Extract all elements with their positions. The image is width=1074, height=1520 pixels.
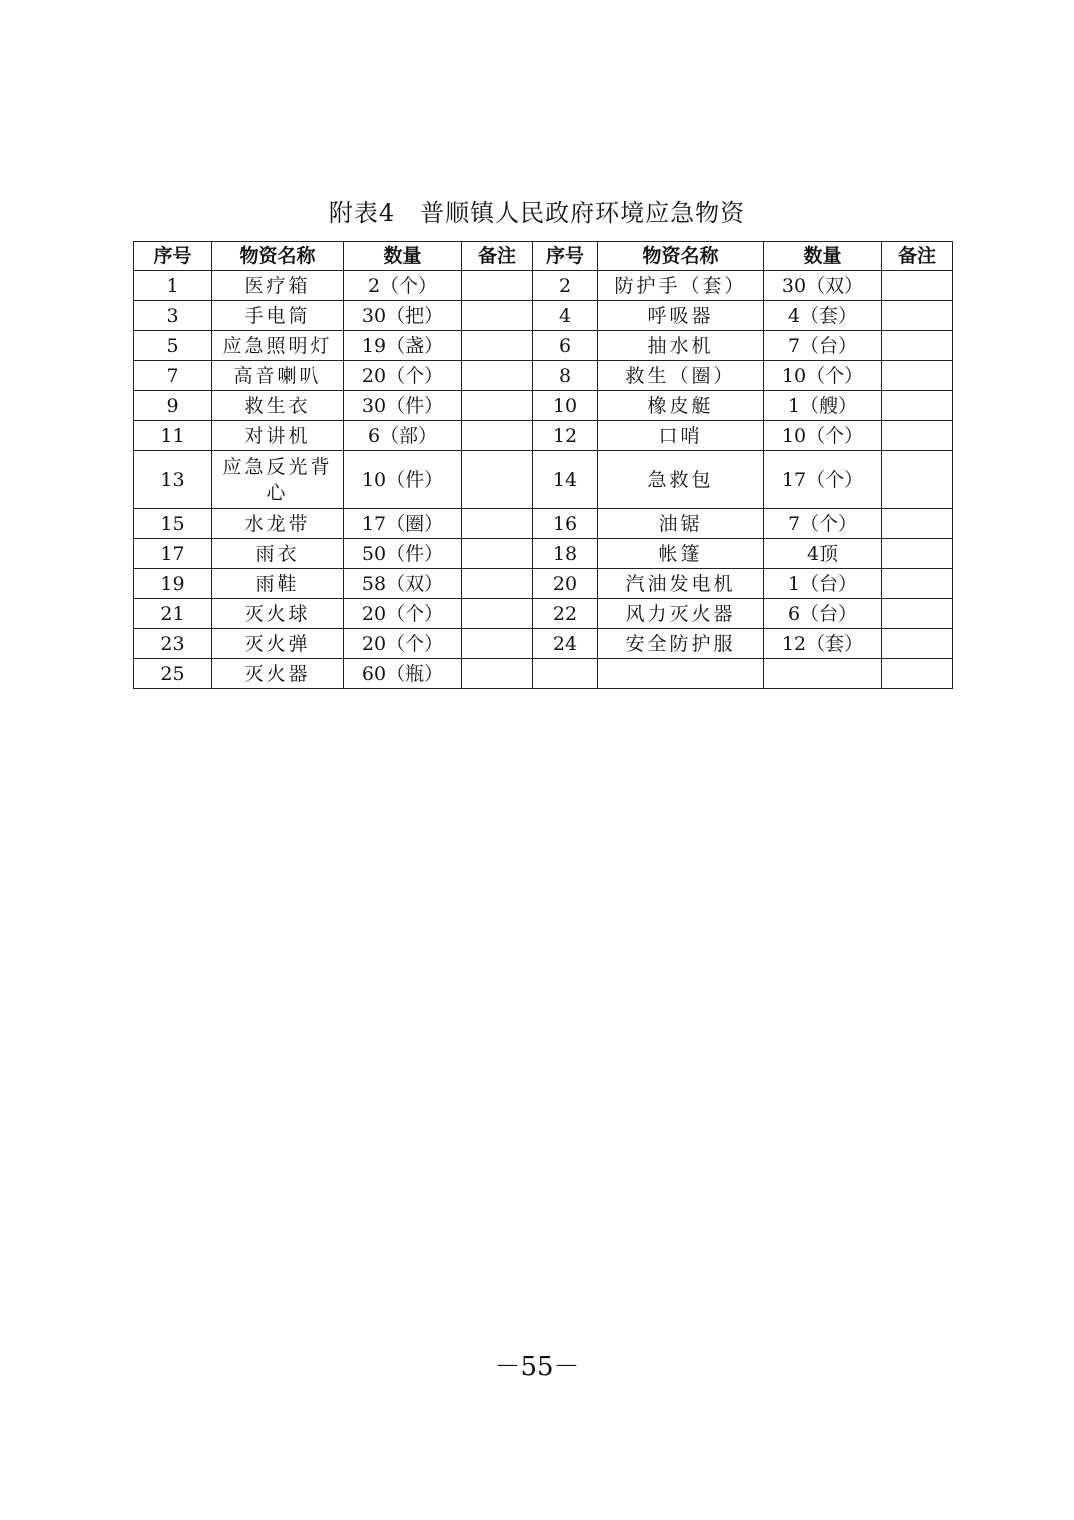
header-serial: 序号 [533,242,598,271]
table-row [134,629,953,659]
quantity-cell: 4（套） [764,301,882,331]
header-remarks: 备注 [882,242,953,271]
emergency-materials-table [133,241,953,689]
quantity-cell: 20（个） [344,361,462,391]
table-row [134,599,953,629]
quantity-cell: 30（件） [344,391,462,421]
table-row [134,659,953,689]
serial-cell: 25 [134,659,212,689]
quantity-cell [764,659,882,689]
material-name-cell: 手电筒 [212,301,344,331]
remarks-cell [882,629,953,659]
header-remarks: 备注 [462,242,533,271]
remarks-cell [882,599,953,629]
remarks-cell [882,421,953,451]
header-quantity: 数量 [764,242,882,271]
quantity-cell: 10（个） [764,361,882,391]
document-title: 附表4 普顺镇人民政府环境应急物资 [328,199,746,227]
remarks-cell [462,451,533,509]
remarks-cell [462,659,533,689]
remarks-cell [882,361,953,391]
header-material-name: 物资名称 [212,242,344,271]
quantity-cell: 1（艘） [764,391,882,421]
material-name-cell: 灭火弹 [212,629,344,659]
material-name-cell: 橡皮艇 [598,391,764,421]
quantity-cell: 7（个） [764,509,882,539]
material-name-cell: 高音喇叭 [212,361,344,391]
quantity-cell: 17（圈） [344,509,462,539]
material-name-cell: 救生（圈） [598,361,764,391]
quantity-cell: 20（个） [344,599,462,629]
table-row [134,451,953,509]
remarks-cell [882,569,953,599]
material-name-cell [598,659,764,689]
remarks-cell [882,539,953,569]
serial-cell: 6 [533,331,598,361]
remarks-cell [462,539,533,569]
quantity-cell: 2（个） [344,271,462,301]
quantity-cell: 60（瓶） [344,659,462,689]
remarks-cell [462,271,533,301]
header-material-name: 物资名称 [598,242,764,271]
table-row [134,421,953,451]
serial-cell: 2 [533,271,598,301]
serial-cell: 17 [134,539,212,569]
header-quantity: 数量 [344,242,462,271]
serial-cell: 22 [533,599,598,629]
remarks-cell [882,331,953,361]
material-name-cell: 灭火器 [212,659,344,689]
quantity-cell: 30（把） [344,301,462,331]
material-name-cell: 医疗箱 [212,271,344,301]
serial-cell: 11 [134,421,212,451]
table-row [134,331,953,361]
material-name-cell: 抽水机 [598,331,764,361]
quantity-cell: 17（个） [764,451,882,509]
remarks-cell [882,509,953,539]
remarks-cell [462,361,533,391]
quantity-cell: 4顶 [764,539,882,569]
table-row [134,271,953,301]
serial-cell: 3 [134,301,212,331]
remarks-cell [882,659,953,689]
table-header-row [134,242,953,271]
material-name-cell: 呼吸器 [598,301,764,331]
remarks-cell [462,331,533,361]
serial-cell: 16 [533,509,598,539]
serial-cell: 7 [134,361,212,391]
remarks-cell [462,301,533,331]
material-name-cell: 应急照明灯 [212,331,344,361]
remarks-cell [882,451,953,509]
table-row [134,569,953,599]
material-name-cell: 防护手（套） [598,271,764,301]
serial-cell: 20 [533,569,598,599]
remarks-cell [462,421,533,451]
remarks-cell [882,391,953,421]
remarks-cell [462,629,533,659]
serial-cell: 4 [533,301,598,331]
header-serial: 序号 [134,242,212,271]
serial-cell: 10 [533,391,598,421]
serial-cell: 13 [134,451,212,509]
quantity-cell: 12（套） [764,629,882,659]
serial-cell: 12 [533,421,598,451]
serial-cell: 9 [134,391,212,421]
remarks-cell [462,509,533,539]
quantity-cell: 19（盏） [344,331,462,361]
serial-cell: 5 [134,331,212,361]
material-name-cell: 对讲机 [212,421,344,451]
quantity-cell: 7（台） [764,331,882,361]
serial-cell [533,659,598,689]
serial-cell: 23 [134,629,212,659]
serial-cell: 15 [134,509,212,539]
material-name-cell: 帐篷 [598,539,764,569]
quantity-cell: 10（件） [344,451,462,509]
material-name-cell: 汽油发电机 [598,569,764,599]
quantity-cell: 10（个） [764,421,882,451]
material-name-cell: 水龙带 [212,509,344,539]
serial-cell: 18 [533,539,598,569]
remarks-cell [462,599,533,629]
table-row [134,391,953,421]
material-name-cell: 急救包 [598,451,764,509]
serial-cell: 8 [533,361,598,391]
material-name-cell: 灭火球 [212,599,344,629]
material-name-cell: 风力灭火器 [598,599,764,629]
quantity-cell: 50（件） [344,539,462,569]
material-name-cell: 雨鞋 [212,569,344,599]
quantity-cell: 30（双） [764,271,882,301]
material-name-cell: 口哨 [598,421,764,451]
serial-cell: 19 [134,569,212,599]
material-name-cell: 雨衣 [212,539,344,569]
table-row [134,301,953,331]
material-name-cell: 救生衣 [212,391,344,421]
serial-cell: 1 [134,271,212,301]
serial-cell: 14 [533,451,598,509]
quantity-cell: 6（台） [764,599,882,629]
quantity-cell: 1（台） [764,569,882,599]
quantity-cell: 6（部） [344,421,462,451]
material-name-cell: 应急反光背心 [212,451,344,509]
quantity-cell: 58（双） [344,569,462,599]
remarks-cell [462,391,533,421]
remarks-cell [882,301,953,331]
table-row [134,509,953,539]
table-row [134,361,953,391]
material-name-cell: 安全防护服 [598,629,764,659]
quantity-cell: 20（个） [344,629,462,659]
table-row [134,539,953,569]
page-number: －55－ [494,1352,580,1382]
remarks-cell [882,271,953,301]
remarks-cell [462,569,533,599]
serial-cell: 21 [134,599,212,629]
serial-cell: 24 [533,629,598,659]
material-name-cell: 油锯 [598,509,764,539]
